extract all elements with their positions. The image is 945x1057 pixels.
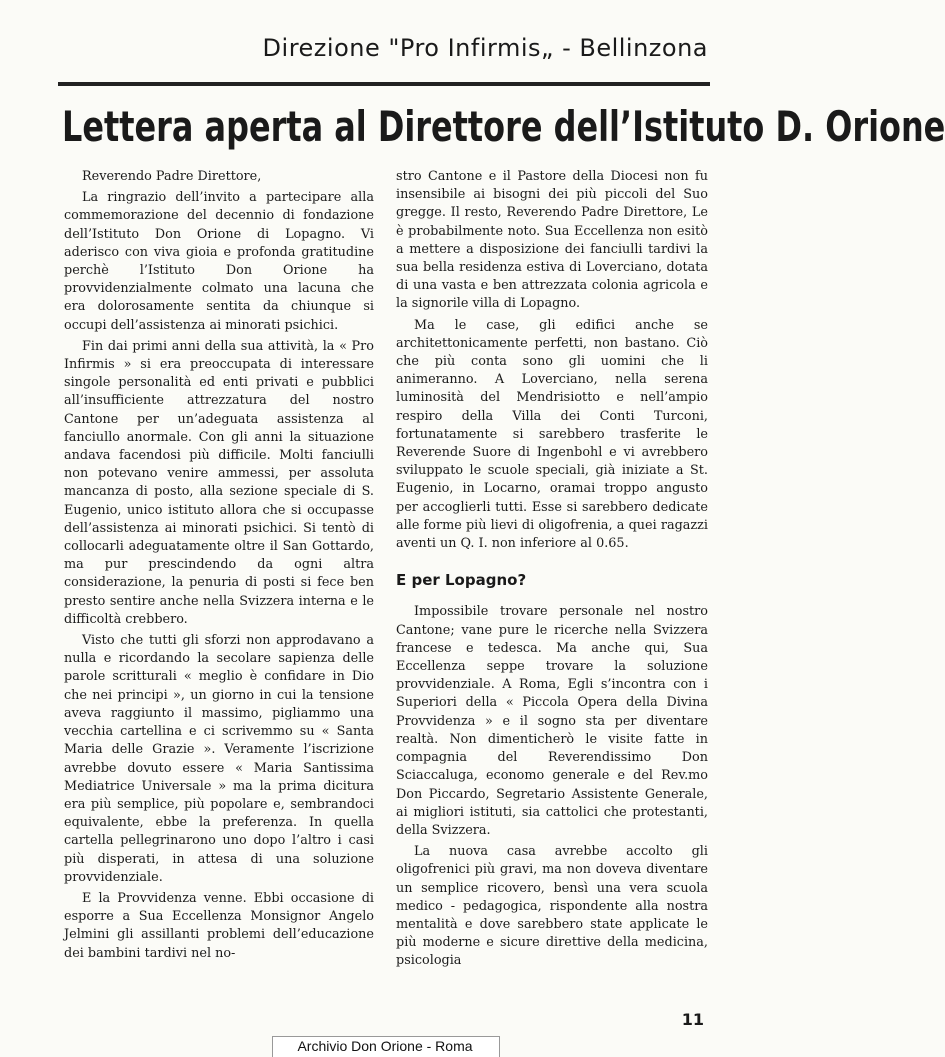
page-number: 11 xyxy=(681,1010,704,1029)
archive-footer: Archivio Don Orione - Roma xyxy=(297,1038,473,1054)
running-header: Direzione "Pro Infirmis„ - Bellinzona xyxy=(262,34,708,62)
paragraph: La ringrazio dell’invito a partecipare alla commemorazione del decennio di fondazione dell’Istituto Don Orione di Lopagno. Vi aderisco con viva gioia e profonda gratitudine perchè l’Istituto Don Orione ha provvidenzialmente colmato una lacuna che era dolorosamente sentita da chiunque si occupi dell’assistenza ai minorati psichici. xyxy=(64,190,374,333)
salutation: Reverendo Padre Direttore, xyxy=(82,169,262,184)
section-subheading: E per Lopagno? xyxy=(396,571,527,590)
article-title: Lettera aperta al Direttore dell’Istituto D. Orione xyxy=(62,102,945,151)
header-rule xyxy=(58,82,710,86)
paragraph: E la Provvidenza venne. Ebbi occasione di esporre a Sua Eccellenza Monsignor Angelo Jelmini gli assillanti problemi dell’educazione dei bambini tardivi nel no- xyxy=(64,890,374,961)
left-column xyxy=(64,168,374,966)
right-column xyxy=(396,168,708,974)
paragraph: La nuova casa avrebbe accolto gli oligofrenici più gravi, ma non doveva diventare un semplice ricovero, bensì una vera scuola medico - pedagogica, rispondente alla nostra mentalità e dove sarebbero state applicate le più moderne e sicure direttive della medicina, psicologia xyxy=(396,844,708,969)
paragraph: Ma le case, gli edifici anche se architettonicamente perfetti, non bastano. Ciò che più conta sono gli uomini che li animeranno. A Loverciano, nella serena luminosità del Mendrisiotto e nell’ampio respiro della Villa dei Conti Turconi, fortunatamente si sarebbero trasferite le Reverende Suore di Ingenbohl e vi avrebbero sviluppato le scuole speciali, già iniziate a St. Eugenio, in Locarno, oramai troppo angusto per accoglierli tutti. Esse si sarebbero dedicate alle forme più lievi di oligofrenia, a quei ragazzi aventi un Q. I. non inferiore al 0.65. xyxy=(396,317,708,552)
paragraph: stro Cantone e il Pastore della Diocesi non fu insensibile ai bisogni dei più piccoli del Suo gregge. Il resto, Reverendo Padre Direttore, Le è probabilmente noto. Sua Eccellenza non esitò a mettere a disposizione dei fanciulli tardivi la sua bella residenza estiva di Loverciano, dotata di una vasta e ben attrezzata colonia agricola e la signorile villa di Lopagno. xyxy=(396,169,708,312)
paragraph: Visto che tutti gli sforzi non approdavano a nulla e ricordando la secolare sapienza delle parole scritturali « meglio è confidare in Dio che nei principi », un giorno in cui la tensione aveva raggiunto il massimo, pigliammo una vecchia cartellina e ci scrivemmo su « Santa Maria delle Grazie ». Veramente l’iscrizione avrebbe dovuto essere « Maria Santissima Mediatrice Universale » ma la prima dicitura era più semplice, più popolare e, sembrandoci equivalente, ebbe la preferenza. In quella cartella pellegrinarono uno dopo l’altro i casi più disperati, in attesa di una soluzione provvidenziale. xyxy=(64,633,374,885)
paragraph: Impossibile trovare personale nel nostro Cantone; vane pure le ricerche nella Svizzera francese e tedesca. Ma anche qui, Sua Eccellenza seppe trovare la soluzione provvidenziale. A Roma, Egli s’incontra con i Superiori della « Piccola Opera della Divina Provvidenza » e il sogno sta per diventare realtà. Non dimenticherò le visite fatte in compagnia del Reverendissimo Don Sciaccaluga, economo generale e del Rev.mo Don Piccardo, Segretario Assistente Generale, ai migliori istituti, sia cattolici che protestanti, della Svizzera. xyxy=(396,604,708,838)
paragraph: Fin dai primi anni della sua attività, la « Pro Infirmis » si era preoccupata di interessare singole personalità ed enti privati e pubblici all’insufficiente attrezzatura del nostro Cantone per un’adeguata assistenza al fanciullo anormale. Con gli anni la situazione andava facendosi più difficile. Molti fanciulli non potevano venire ammessi, per assoluta mancanza di posto, alla sezione speciale di S. Eugenio, unico istituto allora che si occupasse dell’assistenza ai minorati psichici. Si tentò di collocarli adeguatamente oltre il San Gottardo, ma pur prescindendo da ogni altra considerazione, la penuria di posti si fece ben presto sentire anche nella Svizzera interna e le difficoltà crebbero. xyxy=(64,338,374,627)
